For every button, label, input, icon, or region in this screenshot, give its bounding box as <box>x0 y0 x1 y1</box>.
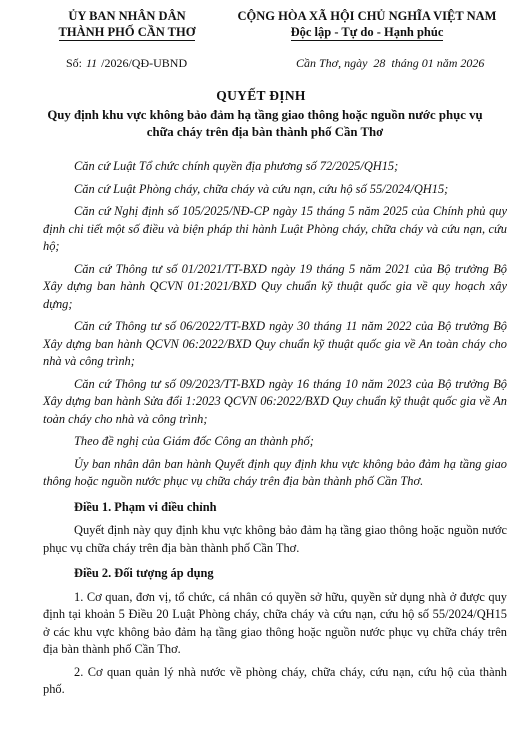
authority-line-1: ỦY BAN NHÂN DÂN <box>68 9 186 23</box>
authority-line-2: THÀNH PHỐ CẦN THƠ <box>58 25 196 39</box>
legal-basis: Căn cứ Thông tư số 06/2022/TT-BXD ngày 30 tháng 11 năm 2022 của Bộ trưởng Bộ Xây dựng ban hành QCVN 06:2022/BXD Quy chuẩn kỹ thuật quốc gia về An toàn cháy cho nhà và công trình; <box>43 319 507 368</box>
legal-basis: Căn cứ Thông tư số 09/2023/TT-BXD ngày 16 tháng 10 năm 2023 của Bộ trưởng Bộ Xây dựng ban hành Sửa đổi 1:2023 QCVN 06:2022/BXD Quy chuẩn kỹ thuật quốc gia về An toàn cháy cho nhà và công trình; <box>43 376 507 426</box>
document-title: QUYẾT ĐỊNH <box>216 88 306 103</box>
document-number <box>66 56 187 71</box>
date-rest: tháng 01 năm 2026 <box>391 56 485 70</box>
article-1-text: Quyết định này quy định khu vực không bảo đảm hạ tầng giao thông hoặc nguồn nước phục vụ chữa cháy trên địa bàn thành phố Cần Thơ. <box>43 523 507 555</box>
issue-date <box>296 56 484 71</box>
issuance-statement: Ủy ban nhân dân ban hành Quyết định quy định khu vực không bảo đảm hạ tầng giao thông hoặc nguồn nước phục vụ chữa cháy trên địa bàn thành phố Cần Thơ. <box>43 456 507 488</box>
legal-basis: Căn cứ Luật Phòng cháy, chữa cháy và cứu nạn, cứu hộ số 55/2024/QH15; <box>74 181 449 196</box>
doc-number-suffix: /2026/QĐ-UBND <box>101 56 188 70</box>
document-body <box>43 158 507 704</box>
article-1-heading: Điều 1. Phạm vi điều chỉnh <box>74 499 217 514</box>
article-2-item: 2. Cơ quan quản lý nhà nước về phòng cháy, chữa cháy, cứu nạn, cứu hộ của thành phố. <box>43 664 507 696</box>
document-subtitle: Quy định khu vực không bảo đảm hạ tầng giao thông hoặc nguồn nước phục vụ chữa cháy trên địa bàn thành phố Cần Thơ <box>47 108 483 139</box>
date-day: 28 <box>373 56 386 70</box>
legal-basis: Căn cứ Nghị định số 105/2025/NĐ-CP ngày 15 tháng 5 năm 2025 của Chính phủ quy định chi tiết một số điều và biện pháp thi hành Luật Phòng cháy, chữa cháy và cứu nạn, cứu hộ; <box>43 204 507 253</box>
issuing-authority <box>42 8 212 41</box>
article-2-item: 1. Cơ quan, đơn vị, tổ chức, cá nhân có quyền sở hữu, quyền sử dụng nhà ở được quy định tại khoản 5 Điều 20 Luật Phòng cháy, chữa cháy và cứu nạn, cứu hộ số 55/2024/QH15 ở các khu vực không bảo đảm hạ tầng giao thông hoặc nguồn nước phục vụ chữa cháy trên địa bàn thành phố Cần Thơ. <box>43 589 507 656</box>
doc-number-prefix: Số: <box>66 56 83 70</box>
motto: Độc lập - Tự do - Hạnh phúc <box>290 25 444 39</box>
legal-basis: Căn cứ Thông tư số 01/2021/TT-BXD ngày 19 tháng 5 năm 2021 của Bộ trưởng Bộ Xây dựng ban hành QCVN 01:2021/BXD Quy chuẩn kỹ thuật quốc gia về quy hoạch xây dựng; <box>43 261 507 311</box>
legal-basis: Căn cứ Luật Tổ chức chính quyền địa phương số 72/2025/QH15; <box>74 159 399 173</box>
date-place: Cần Thơ, ngày <box>296 56 368 70</box>
article-2-heading: Điều 2. Đối tượng áp dụng <box>74 566 214 580</box>
national-motto <box>228 8 506 41</box>
proposal-line: Theo đề nghị của Giám đốc Công an thành phố; <box>74 434 314 448</box>
doc-number-value: 11 <box>86 56 98 70</box>
nation-name: CỘNG HÒA XÃ HỘI CHỦ NGHĨA VIỆT NAM <box>237 9 497 23</box>
